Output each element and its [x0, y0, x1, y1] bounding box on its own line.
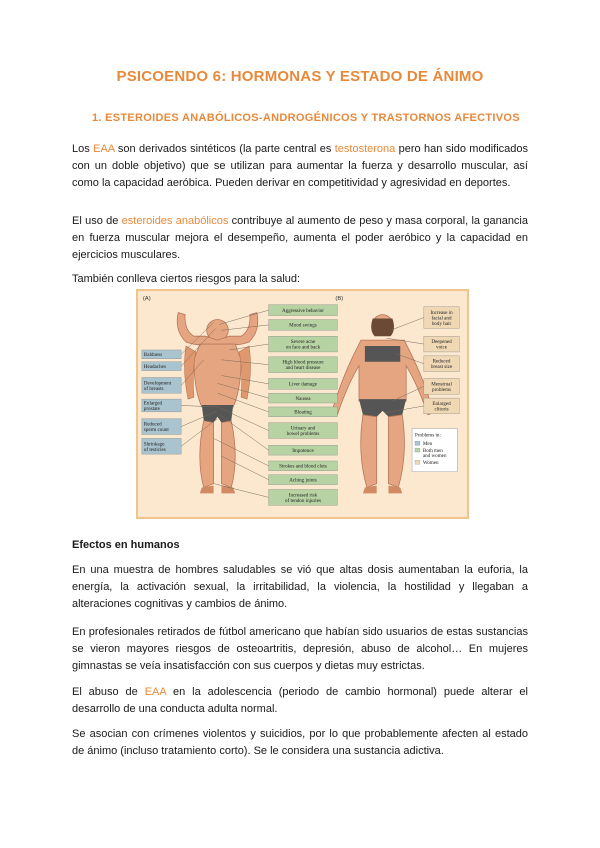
- center-label-11: [269, 489, 338, 505]
- section-heading: 1. ESTEROIDES ANABÓLICOS-ANDROGÉNICOS Y TRASTORNOS AFECTIVOS: [92, 112, 520, 124]
- page-title: PSICOENDO 6: HORMONAS Y ESTADO DE ÁNIMO: [116, 68, 484, 85]
- p2-highlight-esteroides: esteroides anabólicos: [121, 215, 229, 227]
- right-label-3: [424, 378, 459, 394]
- right-label-0-text: facial and: [431, 315, 452, 322]
- male-body-illustration: [177, 313, 258, 494]
- left-label-4-text: Reduced: [143, 421, 162, 428]
- right-label-4-text: Enlarged: [432, 400, 451, 407]
- legend-swatch-1: [415, 448, 420, 452]
- p2-text-a: El uso de: [72, 215, 122, 227]
- paragraph-3: También conlleva ciertos riesgos para la salud:: [72, 273, 301, 285]
- right-label-3-text: Menstrual: [431, 381, 452, 388]
- center-label-2: [269, 336, 338, 352]
- left-label-1: [142, 362, 181, 371]
- center-label-8-text: Impotence: [292, 447, 314, 454]
- left-label-3-text: Enlarged: [143, 400, 163, 407]
- center-label-7: [269, 423, 338, 439]
- p1-text-c: son derivados sintéticos (la parte central es: [114, 143, 335, 155]
- center-label-11-text: Increased risk: [288, 492, 318, 499]
- center-label-4-text: Liver damage: [288, 381, 318, 388]
- right-label-1: [424, 336, 459, 352]
- legend-item-2: Women: [422, 459, 439, 466]
- center-label-0: [269, 305, 338, 316]
- paragraph-7: Se asocian con crímenes violentos y suicidios, por lo que probablemente afecten al estado de ánimo (incluso tratamiento corto). Se le considera una sustancia adictiva.: [72, 728, 528, 757]
- p1-highlight-eaa: EAA: [93, 143, 115, 155]
- legend-title: Problems in:: [415, 432, 441, 439]
- left-label-2-text: of breasts: [143, 385, 164, 392]
- center-label-3-text: and heart disease: [285, 365, 321, 372]
- legend-item-1: and women: [422, 453, 447, 460]
- right-label-1-text: Deepened: [431, 339, 452, 346]
- effects-heading: Efectos en humanos: [72, 539, 180, 551]
- center-label-3: [269, 357, 338, 373]
- right-label-2-text: Reduced: [432, 358, 451, 365]
- right-label-3-text: problems: [432, 386, 452, 393]
- legend-swatch-2: [415, 460, 420, 464]
- figure-legend: [412, 429, 457, 472]
- left-label-5: [142, 438, 181, 454]
- center-label-10: [269, 475, 338, 485]
- left-label-2-text: Development: [143, 380, 172, 387]
- right-label-2: [424, 356, 459, 372]
- right-label-2-text: breast size: [430, 364, 453, 371]
- center-label-1-text: Mood swings: [289, 322, 317, 329]
- center-label-7-text: bowel problems: [286, 431, 320, 438]
- right-label-4-text: clitoris: [434, 406, 449, 413]
- paragraph-4: En una muestra de hombres saludables se vió que altas dosis aumentaban la euforia, la energía, la activación sexual, la irritabilidad, la violencia, la hostilidad y llegaban a alteraciones cognitivas y cambios de ánimo.: [72, 564, 528, 610]
- right-label-4: [424, 398, 459, 414]
- p6-text-a: El abuso de: [72, 686, 145, 698]
- p1-text-e: pero han sido modificados con un doble objetivo) que se utilizan para aumentar la fuerza y desarrollo muscular, así como la capacidad aeróbica. Pueden derivar en competitividad y agresividad en deportes.: [72, 143, 528, 189]
- legend-item-0: Men: [422, 441, 433, 448]
- paragraph-6: [72, 684, 528, 718]
- left-label-1-text: Headaches: [143, 363, 166, 370]
- left-label-5-text: of testicles: [143, 446, 166, 453]
- left-label-4: [142, 419, 181, 435]
- center-label-3-text: High blood pressure: [282, 359, 324, 366]
- legend-item-1: Both men: [422, 447, 443, 454]
- p1-text-a: Los: [72, 143, 94, 155]
- center-label-10-text: Aching joints: [289, 477, 317, 484]
- panel-b-label: (B): [335, 295, 344, 302]
- center-label-6-text: Bloating: [294, 409, 312, 416]
- center-label-7-text: Urinary and: [290, 425, 316, 432]
- right-label-0: [424, 307, 459, 329]
- center-label-6: [269, 407, 338, 417]
- center-label-2-text: Severe acne: [290, 339, 316, 346]
- center-label-1: [269, 319, 338, 330]
- steroid-effects-figure: [136, 289, 469, 519]
- right-label-1-text: voice: [436, 344, 448, 351]
- center-label-9: [269, 461, 338, 471]
- panel-a-label: (A): [142, 295, 151, 302]
- p2-text-c: contribuye al aumento de peso y masa corporal, la ganancia en fuerza muscular mejora el desempeño, aumenta el poder aeróbico y la capacidad en ejercicios musculares.: [72, 215, 528, 261]
- center-label-4: [269, 378, 338, 389]
- center-label-0-text: Aggressive behavior: [281, 307, 324, 314]
- left-label-4-text: sperm count: [143, 427, 169, 434]
- center-label-5-text: Nausea: [295, 395, 311, 402]
- paragraph-2: [72, 213, 528, 264]
- paragraph-5: En profesionales retirados de fútbol americano que habían sido usuarios de estas sustancias se vieron mayores riesgos de osteoartritis, depresión, abuso de alcohol… En mujeres gimnastas se veía insatisfacción con sus cuerpos y dietas muy estrictas.: [72, 626, 528, 672]
- center-label-8: [269, 445, 338, 455]
- center-label-11-text: of tendon injuries: [285, 497, 321, 504]
- p6-highlight-eaa: EAA: [144, 686, 167, 698]
- center-label-9-text: Strokes and blood clots: [279, 463, 327, 470]
- paragraph-1: [72, 141, 528, 192]
- right-label-0-text: Increase in: [430, 309, 453, 316]
- left-label-2: [142, 377, 181, 393]
- p6-text-c: en la adolescencia (periodo de cambio hormonal) puede alterar el desarrollo de una conducta adulta normal.: [72, 686, 528, 715]
- left-label-3-text: prostate: [143, 405, 160, 412]
- left-label-0: [142, 350, 181, 359]
- left-label-0-text: Baldness: [143, 352, 163, 359]
- right-label-0-text: body hair: [431, 320, 452, 327]
- left-label-5-text: Shrinkage: [143, 441, 165, 448]
- legend-swatch-0: [415, 441, 420, 445]
- body-effects-diagram: [138, 291, 467, 517]
- p1-highlight-testosterona: testosterona: [334, 143, 396, 155]
- center-label-2-text: on face and back: [285, 344, 321, 351]
- center-label-5: [269, 393, 338, 403]
- left-label-3: [142, 399, 181, 412]
